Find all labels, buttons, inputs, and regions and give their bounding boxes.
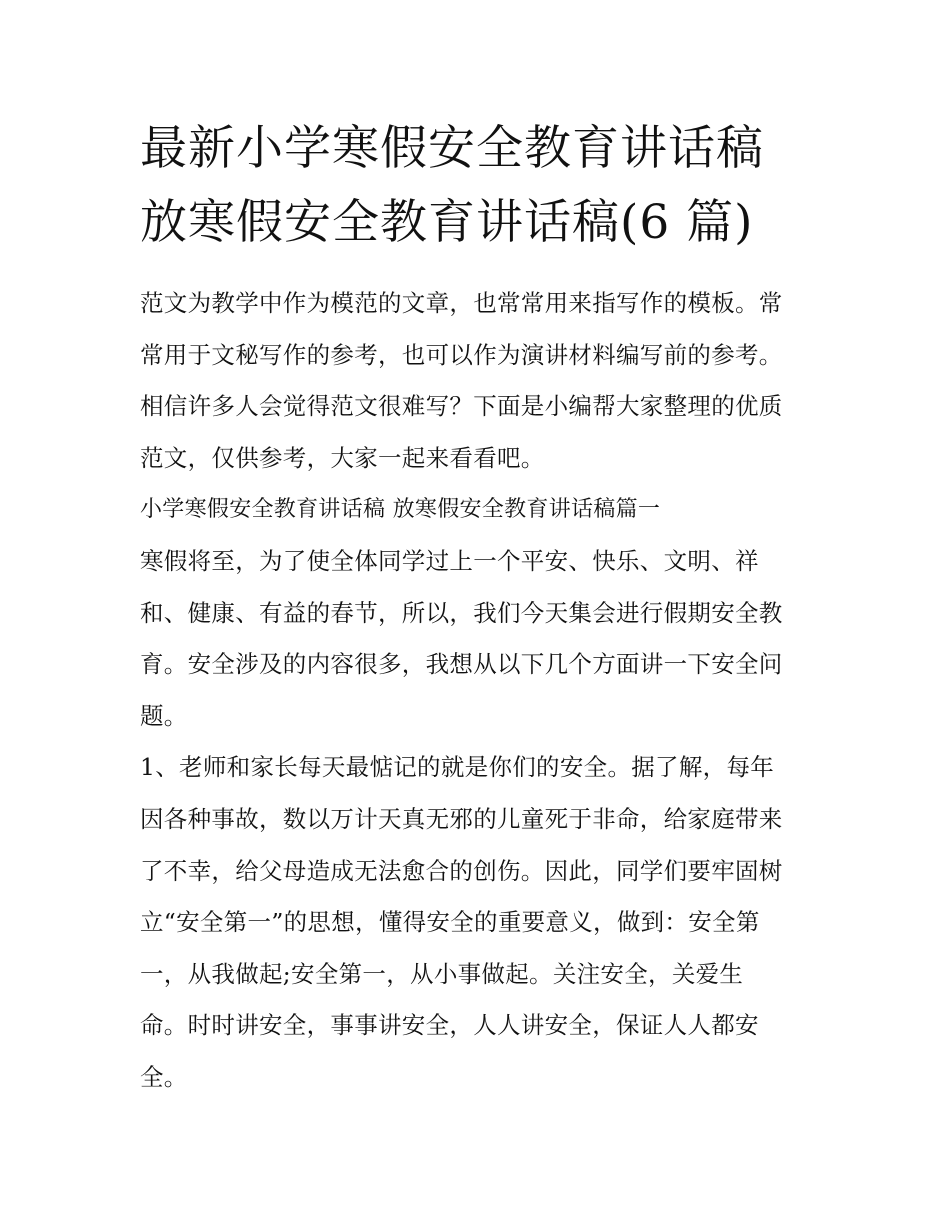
paragraph-line: 命。时时讲安全，事事讲安全，人人讲安全，保证人人都安 <box>140 1011 759 1040</box>
title-line-2: 放寒假安全教育讲话稿(6 篇) <box>140 195 754 250</box>
paragraph-line: 题。 <box>140 701 188 730</box>
paragraph-line: 1、老师和家长每天最惦记的就是你们的安全。据了解，每年 <box>140 753 775 782</box>
paragraph-line: 育。安全涉及的内容很多，我想从以下几个方面讲一下安全问 <box>140 650 783 679</box>
paragraph-line: 了不幸，给父母造成无法愈合的创伤。因此，同学们要牢固树 <box>140 856 783 885</box>
document-body <box>140 278 820 1104</box>
document-page <box>140 112 820 1104</box>
section-heading: 小学寒假安全教育讲话稿 放寒假安全教育讲话稿篇一 <box>140 497 661 523</box>
paragraph-line: 一，从我做起;安全第一，从小事做起。关注安全，关爱生 <box>140 959 744 988</box>
intro-line: 相信许多人会觉得范文很难写？下面是小编帮大家整理的优质 <box>140 392 783 421</box>
intro-line: 范文，仅供参考，大家一起来看看吧。 <box>140 443 545 472</box>
paragraph-line: 因各种事故，数以万计天真无邪的儿童死于非命，给家庭带来 <box>140 804 783 833</box>
intro-line: 常用于文秘写作的参考，也可以作为演讲材料编写前的参考。 <box>140 340 783 369</box>
document-title <box>140 112 820 260</box>
paragraph-line: 和、健康、有益的春节，所以，我们今天集会进行假期安全教 <box>140 598 783 627</box>
paragraph-line: 寒假将至，为了使全体同学过上一个平安、快乐、文明、祥 <box>140 546 759 575</box>
intro-line: 范文为教学中作为模范的文章，也常常用来指写作的模板。常 <box>140 289 783 317</box>
paragraph-line: 全。 <box>140 1062 188 1091</box>
paragraph-line: 立“安全第一”的思想，懂得安全的重要意义，做到：安全第 <box>140 908 760 937</box>
title-line-1: 最新小学寒假安全教育讲话稿 <box>140 121 764 176</box>
